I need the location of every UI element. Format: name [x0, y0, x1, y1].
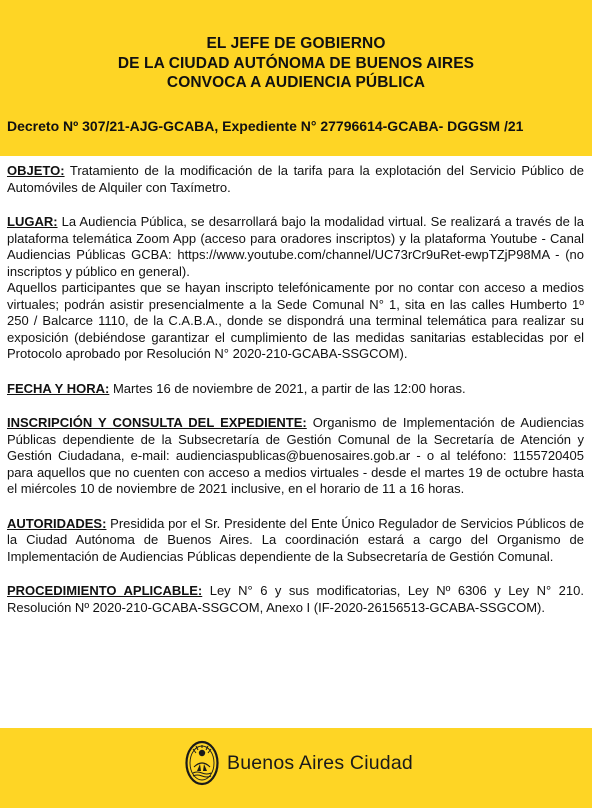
section-autoridades: [7, 516, 584, 566]
city-logo: [185, 740, 413, 786]
inscripcion-text: Organismo de Implementación de Audiencias Públicas dependiente de la Subsecretaría de Gestión Comunal de la Secretaría de Atención y Gestión Ciudadana, e-mail: audienciaspublicas@buenosaires.gob.ar - o al teléfono: 1155720405 para aquellos que no cuenten con acceso a medios virtuales - desde el martes 19 de octubre hasta el miércoles 10 de noviembre de 2021 inclusive, en el horario de 11 a 16 horas.: [7, 415, 584, 496]
section-objeto: [7, 163, 584, 196]
section-lugar: [7, 214, 584, 280]
header-line-2: DE LA CIUDAD AUTÓNOMA DE BUENOS AIRES: [117, 54, 475, 72]
inscripcion-label: INSCRIPCIÓN Y CONSULTA DEL EXPEDIENTE:: [7, 415, 307, 430]
fecha-text: Martes 16 de noviembre de 2021, a partir de las 12:00 horas.: [109, 380, 466, 396]
decree-line: Decreto Nº 307/21-AJG-GCABA, Expediente N° 27796614-GCABA- DGGSM /21: [7, 118, 524, 134]
lugar-paragraph-2: Aquellos participantes que se hayan inscripto telefónicamente por no contar con acceso a medios virtuales; podrán asistir presencialmente a la Sede Comunal N° 1, sita en las calles Humberto 1º 250 / Balcarce 1110, de la C.A.B.A., donde se dispondrá una terminal telemática para realizar su exposición (debiéndose garantizar el cumplimiento de las medidas sanitarias establecidas por el Protocolo aprobado por Resolución N° 2020-210-GCABA-SSGCOM).: [7, 280, 584, 361]
header-line-1: EL JEFE DE GOBIERNO: [206, 35, 386, 52]
fecha-label: FECHA Y HORA:: [7, 380, 110, 396]
lugar-label: LUGAR:: [7, 214, 58, 229]
header-title: [0, 0, 592, 93]
logo-text: Buenos Aires Ciudad: [227, 751, 413, 774]
section-fecha: [7, 381, 584, 398]
header-band: [0, 0, 592, 156]
header-line-3: CONVOCA A AUDIENCIA PÚBLICA: [166, 74, 426, 91]
city-seal-icon: [185, 740, 219, 786]
footer-band: [0, 728, 592, 808]
objeto-label: OBJETO:: [7, 163, 65, 178]
procedimiento-label: PROCEDIMIENTO APLICABLE:: [7, 583, 203, 598]
section-inscripcion: [7, 415, 584, 498]
procedimiento-text: Ley N° 6 y sus modificatorias, Ley Nº 6306 y Ley N° 210. Resolución Nº 2020-210-GCABA-SSGCOM, Anexo I (IF-2020-26156513-GCABA-SSGCOM).: [7, 583, 584, 615]
objeto-text: Tratamiento de la modificación de la tarifa para la explotación del Servicio Público de Automóviles de Alquiler con Taxímetro.: [7, 163, 584, 195]
lugar-text: La Audiencia Pública, se desarrollará bajo la modalidad virtual. Se realizará a través de la plataforma telemática Zoom App (acceso para oradores inscriptos) y la plataforma Youtube - Canal Audiencias Públicas GCBA: https://www.youtube.com/channel/UC73rCr9uRet-ewpTZjP98MA - (no inscriptos y público en general).: [7, 214, 584, 279]
notice-body: [7, 163, 584, 616]
section-procedimiento: [7, 583, 584, 616]
autoridades-label: AUTORIDADES:: [7, 515, 107, 531]
autoridades-text: Presidida por el Sr. Presidente del Ente Único Regulador de Servicios Públicos de la Ciudad Autónoma de Buenos Aires. La coordinación estará a cargo del Organismo de Implementación de Audiencias Públicas dependiente de la Subsecretaría de Gestión Comunal.: [7, 515, 584, 564]
